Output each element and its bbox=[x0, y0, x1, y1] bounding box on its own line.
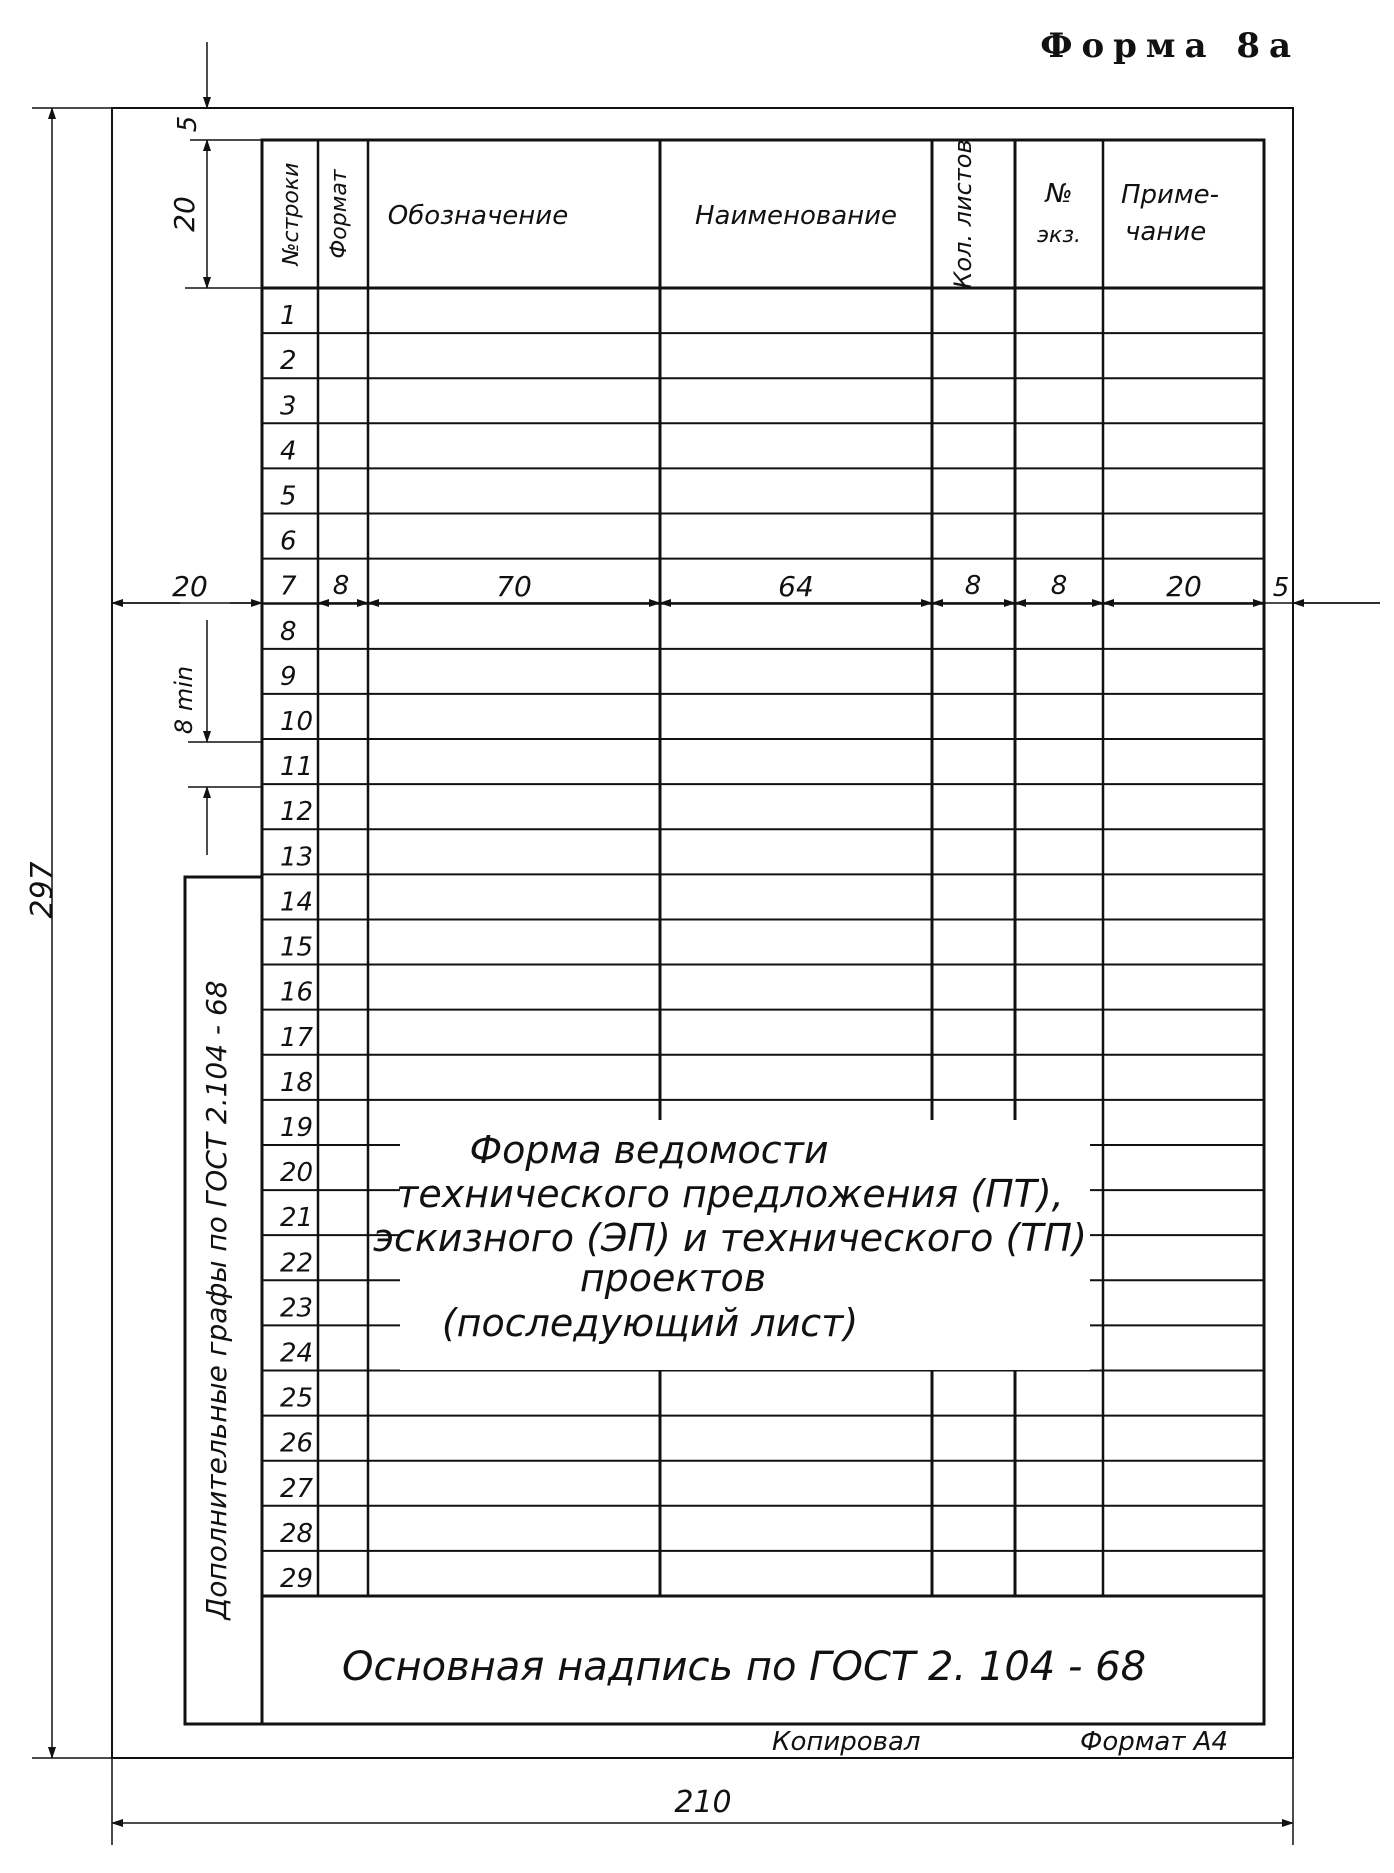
dim-col-designation: 70 bbox=[496, 570, 532, 603]
footer-format: Формат А4 bbox=[1080, 1727, 1229, 1757]
header-copy-no-1: № bbox=[1045, 179, 1073, 209]
row-number: 16 bbox=[280, 977, 314, 1008]
row-number: 23 bbox=[280, 1293, 314, 1324]
caption-line-1: Форма ведомости bbox=[469, 1128, 829, 1172]
header-copy-no-2: экз. bbox=[1036, 223, 1082, 248]
row-number: 1 bbox=[280, 301, 297, 332]
row-number: 10 bbox=[280, 707, 314, 738]
row-number: 7 bbox=[280, 571, 297, 602]
row-number: 24 bbox=[280, 1338, 314, 1369]
dim-col-sheets: 8 bbox=[964, 571, 982, 601]
dim-210: 210 bbox=[674, 1785, 732, 1820]
row-number: 20 bbox=[280, 1158, 314, 1189]
header-designation: Обозначение bbox=[387, 201, 569, 231]
row-number: 28 bbox=[280, 1518, 314, 1549]
row-number: 4 bbox=[280, 436, 297, 467]
header-format: Формат bbox=[327, 169, 352, 259]
row-number: 25 bbox=[280, 1383, 314, 1414]
dimension-lines bbox=[52, 42, 1380, 1823]
caption-line-2: технического предложения (ПТ), bbox=[396, 1172, 1064, 1216]
row-number: 11 bbox=[280, 752, 314, 783]
row-number: 3 bbox=[280, 391, 297, 422]
header-name: Наименование bbox=[694, 201, 898, 231]
dim-header-20: 20 bbox=[168, 196, 201, 232]
table-grid bbox=[262, 140, 1264, 1596]
row-number: 18 bbox=[280, 1067, 314, 1098]
row-number: 21 bbox=[280, 1203, 314, 1234]
dim-col-name: 64 bbox=[778, 570, 814, 603]
form-label: Форма 8а bbox=[1040, 26, 1300, 66]
dim-row-min: 8 min bbox=[170, 665, 198, 735]
row-number: 5 bbox=[280, 481, 297, 512]
row-number: 19 bbox=[280, 1112, 314, 1143]
dim-left-20: 20 bbox=[172, 570, 208, 603]
row-number: 15 bbox=[280, 932, 314, 963]
row-number: 27 bbox=[280, 1473, 314, 1504]
caption-line-3: эскизного (ЭП) и технического (ТП) bbox=[373, 1216, 1087, 1260]
row-number: 9 bbox=[280, 661, 297, 692]
dim-top-5: 5 bbox=[173, 115, 203, 133]
header-row-no: №строки bbox=[279, 162, 304, 266]
row-number: 6 bbox=[280, 526, 297, 557]
row-number: 14 bbox=[280, 887, 314, 918]
row-number: 17 bbox=[280, 1022, 314, 1053]
table-header bbox=[279, 139, 1219, 288]
dim-col-note: 20 bbox=[1166, 570, 1202, 603]
row-numbers bbox=[280, 301, 314, 1594]
header-sheets-count: Кол. листов bbox=[949, 139, 977, 289]
header-note-2: чание bbox=[1125, 217, 1207, 247]
row-number: 8 bbox=[280, 616, 297, 647]
row-number: 22 bbox=[280, 1248, 314, 1279]
dim-col-format: 8 bbox=[332, 571, 350, 601]
title-block-text: Основная надпись по ГОСТ 2. 104 - 68 bbox=[341, 1644, 1147, 1690]
dim-297: 297 bbox=[25, 861, 60, 919]
row-number: 29 bbox=[280, 1564, 314, 1594]
footer-copied: Копировал bbox=[772, 1727, 921, 1757]
caption-line-5: (последующий лист) bbox=[441, 1301, 859, 1345]
caption-line-4: проектов bbox=[579, 1256, 767, 1300]
row-number: 2 bbox=[280, 346, 297, 377]
header-note-1: Приме- bbox=[1121, 180, 1219, 210]
dim-right-5: 5 bbox=[1272, 573, 1290, 603]
row-number: 26 bbox=[280, 1428, 314, 1459]
row-number: 12 bbox=[280, 797, 314, 828]
row-number: 13 bbox=[280, 842, 314, 873]
side-note: Дополнительные графы по ГОСТ 2.104 - 68 bbox=[200, 980, 233, 1620]
dim-col-copy: 8 bbox=[1050, 571, 1068, 601]
